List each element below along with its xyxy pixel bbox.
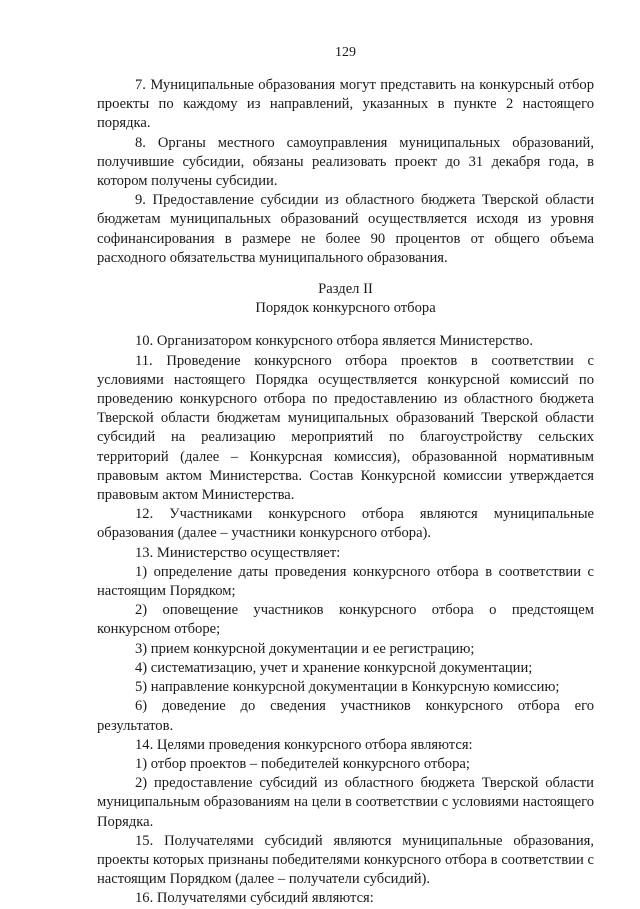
paragraph-14-item-1: 1) отбор проектов – победителей конкурсного отбора; <box>135 755 470 772</box>
document-page <box>97 44 594 909</box>
paragraph-16: 16. Получателями субсидий являются: <box>135 890 374 907</box>
paragraph-12: 12. Участниками конкурсного отбора являются муниципальные образования (далее – участники конкурсного отбора). <box>97 506 594 542</box>
paragraph-14-item-2: 2) предоставление субсидий из областного бюджета Тверской области муниципальным образованиям на цели в соответствии с условиями настоящего Порядка. <box>97 775 594 830</box>
paragraph-11: 11. Проведение конкурсного отбора проектов в соответствии с условиями настоящего Порядка осуществляется конкурсной комиссий по проведению конкурсного отбора по предоставлению из областного бюджета Тверской области бюджетам муниципальных образований Тверской области субсидий на реализацию мероприятий по благоустройству сельских территорий (далее – Конкурсная комиссия), образованной нормативным правовым актом Министерства. Состав Конкурсной комиссии утверждается правовым актом Министерства. <box>97 352 594 504</box>
page-number: 129 <box>335 45 356 60</box>
paragraph-14: 14. Целями проведения конкурсного отбора являются: <box>135 736 473 753</box>
section-title: Порядок конкурсного отбора <box>255 300 436 317</box>
paragraph-13-item-1: 1) определение даты проведения конкурсного отбора в соответствии с настоящим Порядком; <box>97 563 594 600</box>
paragraph-13-item-5: 5) направление конкурсной документации в Конкурсную комиссию; <box>135 679 560 696</box>
paragraph-15: 15. Получателями субсидий являются муниципальные образования, проекты которых признаны победителями конкурсного отбора в соответствии с настоящим Порядком (далее – получатели субсидий). <box>97 832 594 888</box>
paragraph-13-item-6: 6) доведение до сведения участников конкурсного отбора его результатов. <box>97 698 594 734</box>
paragraph-13: 13. Министерство осуществляет: <box>135 544 341 561</box>
paragraph-10: 10. Организатором конкурсного отбора является Министерство. <box>135 333 533 350</box>
paragraph-8: 8. Органы местного самоуправления муниципальных образований, получившие субсидии, обязаны реализовать проект до 31 декабря года, в котором получены субсидии. <box>97 134 594 190</box>
paragraph-9: 9. Предоставление субсидии из областного бюджета Тверской области бюджетам муниципальных образований осуществляется исходя из уровня софинансирования в размере не более 90 процентов от общего объема расходного обязательства муниципального образования. <box>97 192 594 266</box>
paragraph-13-item-2: 2) оповещение участников конкурсного отбора о предстоящем конкурсном отборе; <box>97 602 594 638</box>
section-heading-block <box>97 280 594 318</box>
paragraph-13-item-4: 4) систематизацию, учет и хранение конкурсной документации; <box>135 659 533 676</box>
paragraph-7: 7. Муниципальные образования могут представить на конкурсный отбор проекты по каждому из направлений, указанных в пункте 2 настоящего порядка. <box>97 77 594 132</box>
section-number: Раздел II <box>318 281 373 298</box>
paragraph-13-item-3: 3) прием конкурсной документации и ее регистрацию; <box>135 640 475 657</box>
